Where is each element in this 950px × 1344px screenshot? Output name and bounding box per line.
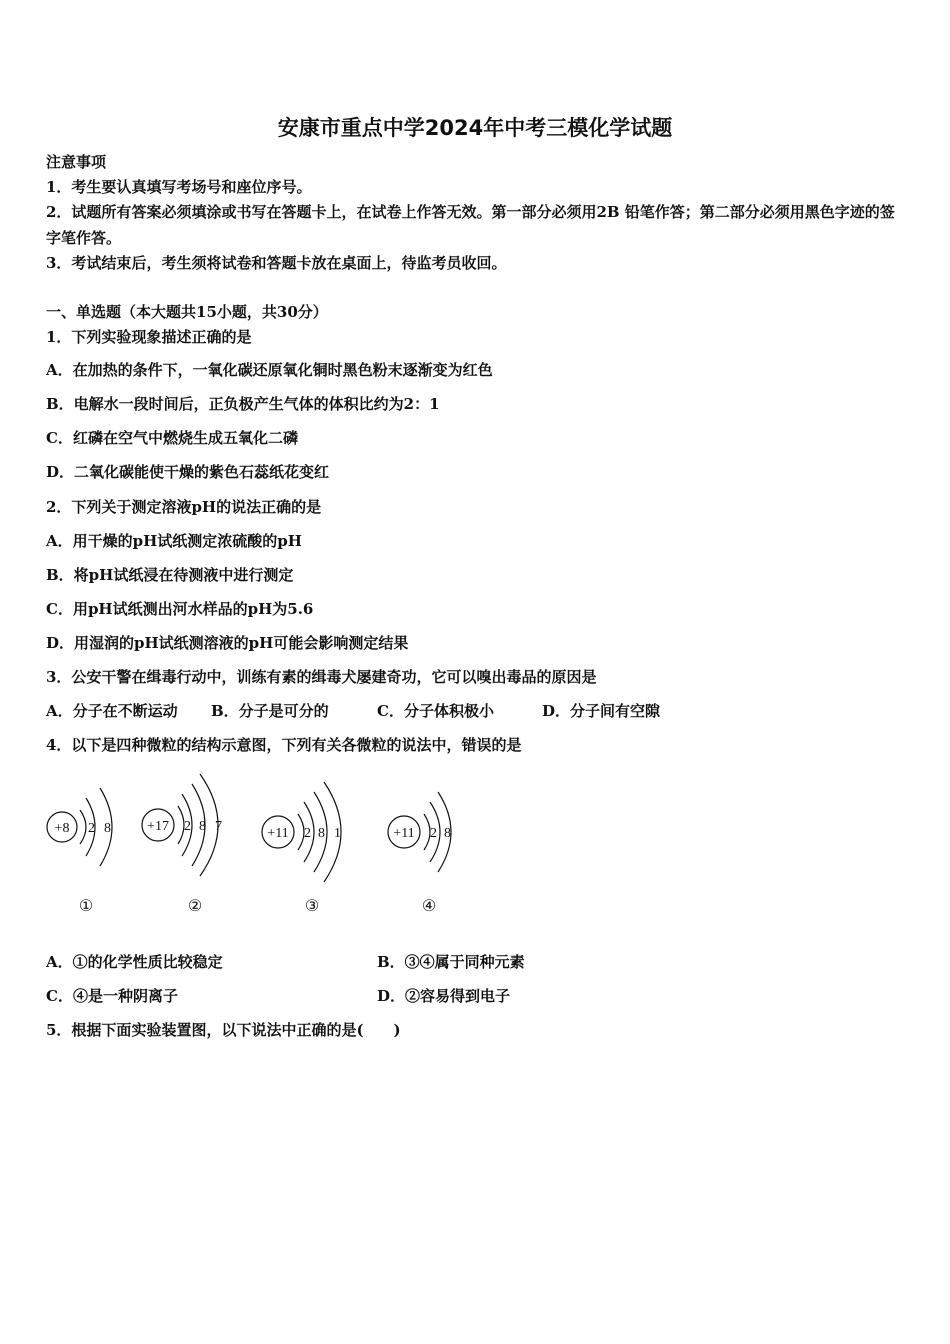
question-4-option-d: D．②容易得到电子: [377, 987, 511, 1005]
question-2-option-a: A．用干燥的pH试纸测定浓硫酸的pH: [46, 532, 302, 550]
shell-count: 8: [199, 819, 206, 834]
shell-count: 7: [215, 819, 222, 834]
diagram-label-3: ③: [304, 898, 320, 915]
shell-count: 2: [88, 821, 95, 836]
nucleus-label-3: +11: [267, 826, 289, 841]
shell-count: 8: [104, 821, 111, 836]
diagram-label-2: ②: [187, 898, 203, 915]
atomic-structure-diagrams: [40, 770, 480, 920]
shell-count: 8: [318, 826, 325, 841]
notice-heading: 注意事项: [46, 153, 107, 171]
shell-count: 2: [184, 819, 191, 834]
question-1-stem: 1．下列实验现象描述正确的是: [46, 328, 252, 346]
notice-item-3: 3．考试结束后，考生须将试卷和答题卡放在桌面上，待监考员收回。: [46, 254, 507, 272]
question-3-stem: 3．公安干警在缉毒行动中，训练有素的缉毒犬屡建奇功，它可以嗅出毒品的原因是: [46, 668, 597, 686]
question-4-option-b: B．③④属于同种元素: [377, 953, 525, 971]
question-4-option-a: A．①的化学性质比较稳定: [46, 953, 223, 971]
question-1-option-d: D．二氧化碳能使干燥的紫色石蕊纸花变红: [46, 463, 330, 481]
question-3-option-a: A．分子在不断运动: [46, 702, 178, 720]
question-3-option-b: B．分子是可分的: [211, 702, 329, 720]
exam-title: 安康市重点中学2024年中考三模化学试题: [277, 116, 673, 140]
question-4-stem: 4．以下是四种微粒的结构示意图，下列有关各微粒的说法中，错误的是: [46, 736, 522, 754]
shell-count: 8: [444, 826, 451, 841]
question-1-option-a: A．在加热的条件下，一氧化碳还原氧化铜时黑色粉末逐渐变为红色: [46, 361, 493, 379]
question-4-option-c: C．④是一种阴离子: [46, 987, 178, 1005]
electron-shell-arc: [80, 810, 86, 844]
section-heading: 一、单选题（本大题共15小题，共30分）: [46, 303, 328, 321]
question-1-option-b: B．电解水一段时间后，正负极产生气体的体积比约为2：1: [46, 395, 440, 413]
diagram-label-1: ①: [78, 898, 94, 915]
notice-item-2: 2．试题所有答案必须填涂或书写在答题卡上，在试卷上作答无效。第一部分必须用2B 铅笔作答；第二部分必须用黑色字迹的签字笔作答。: [46, 203, 895, 247]
question-3-option-c: C．分子体积极小: [377, 702, 494, 720]
question-2-option-c: C．用pH试纸测出河水样品的pH为5.6: [46, 600, 314, 618]
nucleus-label-1: +8: [54, 821, 70, 836]
question-2-option-b: B．将pH试纸浸在待测液中进行测定: [46, 566, 294, 584]
shell-count: 1: [334, 826, 341, 841]
notice-item-1: 1．考生要认真填写考场号和座位序号。: [46, 178, 312, 196]
nucleus-label-4: +11: [393, 826, 415, 841]
question-3-option-d: D．分子间有空隙: [542, 702, 661, 720]
nucleus-label-2: +17: [147, 819, 169, 834]
question-2-stem: 2．下列关于测定溶液pH的说法正确的是: [46, 498, 322, 516]
question-1-option-c: C．红磷在空气中燃烧生成五氧化二磷: [46, 429, 298, 447]
diagram-label-4: ④: [421, 898, 437, 915]
question-2-option-d: D．用湿润的pH试纸测溶液的pH可能会影响测定结果: [46, 634, 409, 652]
shell-count: 2: [304, 826, 311, 841]
question-5-stem: 5．根据下面实验装置图，以下说法中正确的是( ): [46, 1021, 401, 1039]
shell-count: 2: [430, 826, 437, 841]
